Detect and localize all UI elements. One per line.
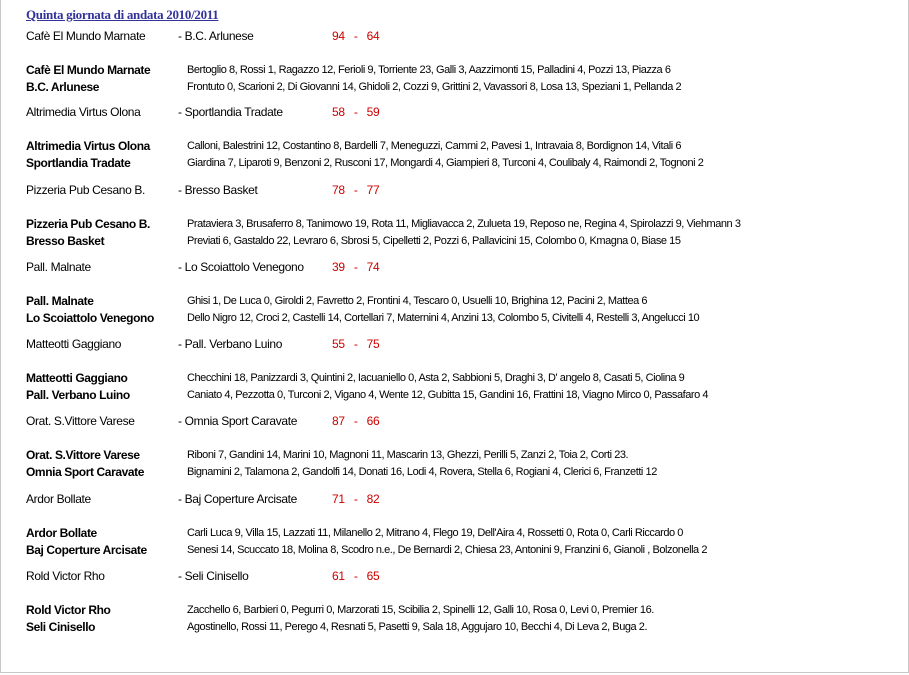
scorers-team-name: Orat. S.Vittore Varese [26,448,140,462]
home-score: 58 [332,105,345,119]
scorers-list: Bertoglio 8, Rossi 1, Ragazzo 12, Ferioli 9, Torriente 23, Galli 3, Aazzimonti 15, Palladini 4, Pozzi 13, Piazza 6 [187,64,671,76]
home-score: 94 [332,29,345,43]
match-score [332,492,379,508]
home-score: 78 [332,183,345,197]
match-block [0,260,900,337]
scorers-list: Giardina 7, Liparoti 9, Benzoni 2, Rusconi 17, Mongardi 4, Giampieri 8, Turconi 4, Coulibaly 4, Raimondi 2, Tognoni 2 [187,157,704,169]
score-separator: - [353,105,358,119]
scorers-list: Caniato 4, Pezzotta 0, Turconi 2, Vigano 4, Wente 12, Gubitta 15, Gandini 16, Frattini 18, Viagno Mirco 0, Passafaro 4 [187,389,709,401]
scorers-team-name: Altrimedia Virtus Olona [26,139,150,153]
scorers-team-name: Pall. Malnate [26,294,94,308]
match-away-team: - Lo Scoiattolo Venegono [178,260,304,274]
match-score [332,337,379,353]
scorers-team-name: Pall. Verbano Luino [26,388,130,402]
home-score: 87 [332,414,345,428]
scorers-team-name: Baj Coperture Arcisate [26,543,147,557]
match-block [0,414,900,491]
match-score [332,183,379,199]
match-score [332,414,379,430]
home-score: 61 [332,569,345,583]
match-away-team: - Bresso Basket [178,183,258,197]
scorers-team-name: Matteotti Gaggiano [26,371,128,385]
away-score: 77 [366,183,380,197]
match-score [332,105,379,121]
score-separator: - [353,260,358,274]
away-score: 66 [366,414,380,428]
match-home-team: Orat. S.Vittore Varese [26,414,135,428]
away-score: 82 [366,492,380,506]
match-block [0,569,900,646]
match-home-team: Altrimedia Virtus Olona [26,105,141,119]
page-title: Quinta giornata di andata 2010/2011 [26,7,219,22]
away-score: 64 [366,29,380,43]
match-away-team: - Pall. Verbano Luino [178,337,283,351]
score-separator: - [353,29,358,43]
scorers-team-name: Rold Victor Rho [26,603,111,617]
home-score: 71 [332,492,345,506]
score-separator: - [353,492,358,506]
score-separator: - [353,569,358,583]
match-block [0,183,900,260]
away-score: 74 [366,260,380,274]
home-score: 39 [332,260,345,274]
match-block [0,492,900,569]
away-score: 65 [366,569,380,583]
match-block [0,29,900,106]
score-separator: - [353,414,358,428]
scorers-list: Ghisi 1, De Luca 0, Giroldi 2, Favretto 2, Frontini 4, Tescaro 0, Usuelli 10, Brighina 12, Pacini 2, Mattea 6 [187,295,648,307]
match-home-team: Cafè El Mundo Marnate [26,29,146,43]
scorers-team-name: B.C. Arlunese [26,80,100,94]
away-score: 75 [366,337,380,351]
scorers-team-name: Omnia Sport Caravate [26,465,145,479]
scorers-team-name: Cafè El Mundo Marnate [26,63,151,77]
scorers-list: Bignamini 2, Talamona 2, Gandolfi 14, Donati 16, Lodi 4, Rovera, Stella 6, Rogiani 4, Clerici 6, Franzetti 12 [187,466,657,478]
scorers-team-name: Ardor Bollate [26,526,97,540]
scorers-list: Dello Nigro 12, Croci 2, Castelli 14, Cortellari 7, Maternini 4, Anzini 13, Colombo 5, Civitelli 4, Restelli 3, Angelucci 10 [187,312,700,324]
scorers-list: Checchini 18, Panizzardi 3, Quintini 2, Iacuaniello 0, Asta 2, Sabbioni 5, Draghi 3, D' angelo 8, Casati 5, Ciolina 9 [187,372,685,384]
scorers-list: Senesi 14, Scuccato 18, Molina 8, Scodro n.e., De Bernardi 2, Chiesa 23, Antonini 9, Franzini 6, Gianoli , Bolzonella 2 [187,544,708,556]
scorers-team-name: Pizzeria Pub Cesano B. [26,217,150,231]
scorers-list: Carli Luca 9, Villa 15, Lazzati 11, Milanello 2, Mitrano 4, Flego 19, Dell'Aira 4, Rossetti 0, Rota 0, Carli Riccardo 0 [187,527,683,539]
scorers-list: Frontuto 0, Scarioni 2, Di Giovanni 14, Ghidoli 2, Cozzi 9, Grittini 2, Vavassori 8, Losa 13, Speziani 1, Pellanda 2 [187,81,682,93]
match-away-team: - Baj Coperture Arcisate [178,492,297,506]
scorers-list: Riboni 7, Gandini 14, Marini 10, Magnoni 11, Mascarin 13, Ghezzi, Perilli 5, Zanzi 2, Toia 2, Corti 23. [187,449,629,461]
match-score [332,569,379,585]
scorers-list: Prataviera 3, Brusaferro 8, Tanimowo 19, Rota 11, Migliavacca 2, Zulueta 19, Reposo ne, Regina 4, Spirolazzi 9, Viehmann 3 [187,218,741,230]
scorers-list: Agostinello, Rossi 11, Perego 4, Resnati 5, Pasetti 9, Sala 18, Aggujaro 10, Becchi 4, Di Leva 2, Buga 2. [187,621,648,633]
match-home-team: Rold Victor Rho [26,569,105,583]
match-away-team: - Omnia Sport Caravate [178,414,298,428]
match-block [0,337,900,414]
scorers-list: Previati 6, Gastaldo 22, Levraro 6, Sbrosi 5, Cipelletti 2, Pozzi 6, Pallavicini 15, Colombo 0, Kmagna 0, Biase 15 [187,235,681,247]
match-home-team: Ardor Bollate [26,492,91,506]
scorers-team-name: Sportlandia Tradate [26,156,131,170]
match-home-team: Pizzeria Pub Cesano B. [26,183,146,197]
scorers-team-name: Seli Cinisello [26,620,96,634]
match-block [0,105,900,182]
score-separator: - [353,337,358,351]
away-score: 59 [366,105,380,119]
match-score [332,260,379,276]
match-away-team: - Seli Cinisello [178,569,249,583]
match-home-team: Pall. Malnate [26,260,91,274]
scorers-team-name: Lo Scoiattolo Venegono [26,311,154,325]
match-score [332,29,379,45]
match-home-team: Matteotti Gaggiano [26,337,122,351]
scorers-list: Calloni, Balestrini 12, Costantino 8, Bardelli 7, Meneguzzi, Cammi 2, Pavesi 1, Intravaia 8, Bordignon 14, Vitali 6 [187,140,682,152]
home-score: 55 [332,337,345,351]
score-separator: - [353,183,358,197]
scorers-list: Zacchello 6, Barbieri 0, Pegurri 0, Marzorati 15, Scibilia 2, Spinelli 12, Galli 10, Rosa 0, Levi 0, Premier 16. [187,604,654,616]
match-away-team: - B.C. Arlunese [178,29,254,43]
scorers-team-name: Bresso Basket [26,234,105,248]
match-away-team: - Sportlandia Tradate [178,105,283,119]
